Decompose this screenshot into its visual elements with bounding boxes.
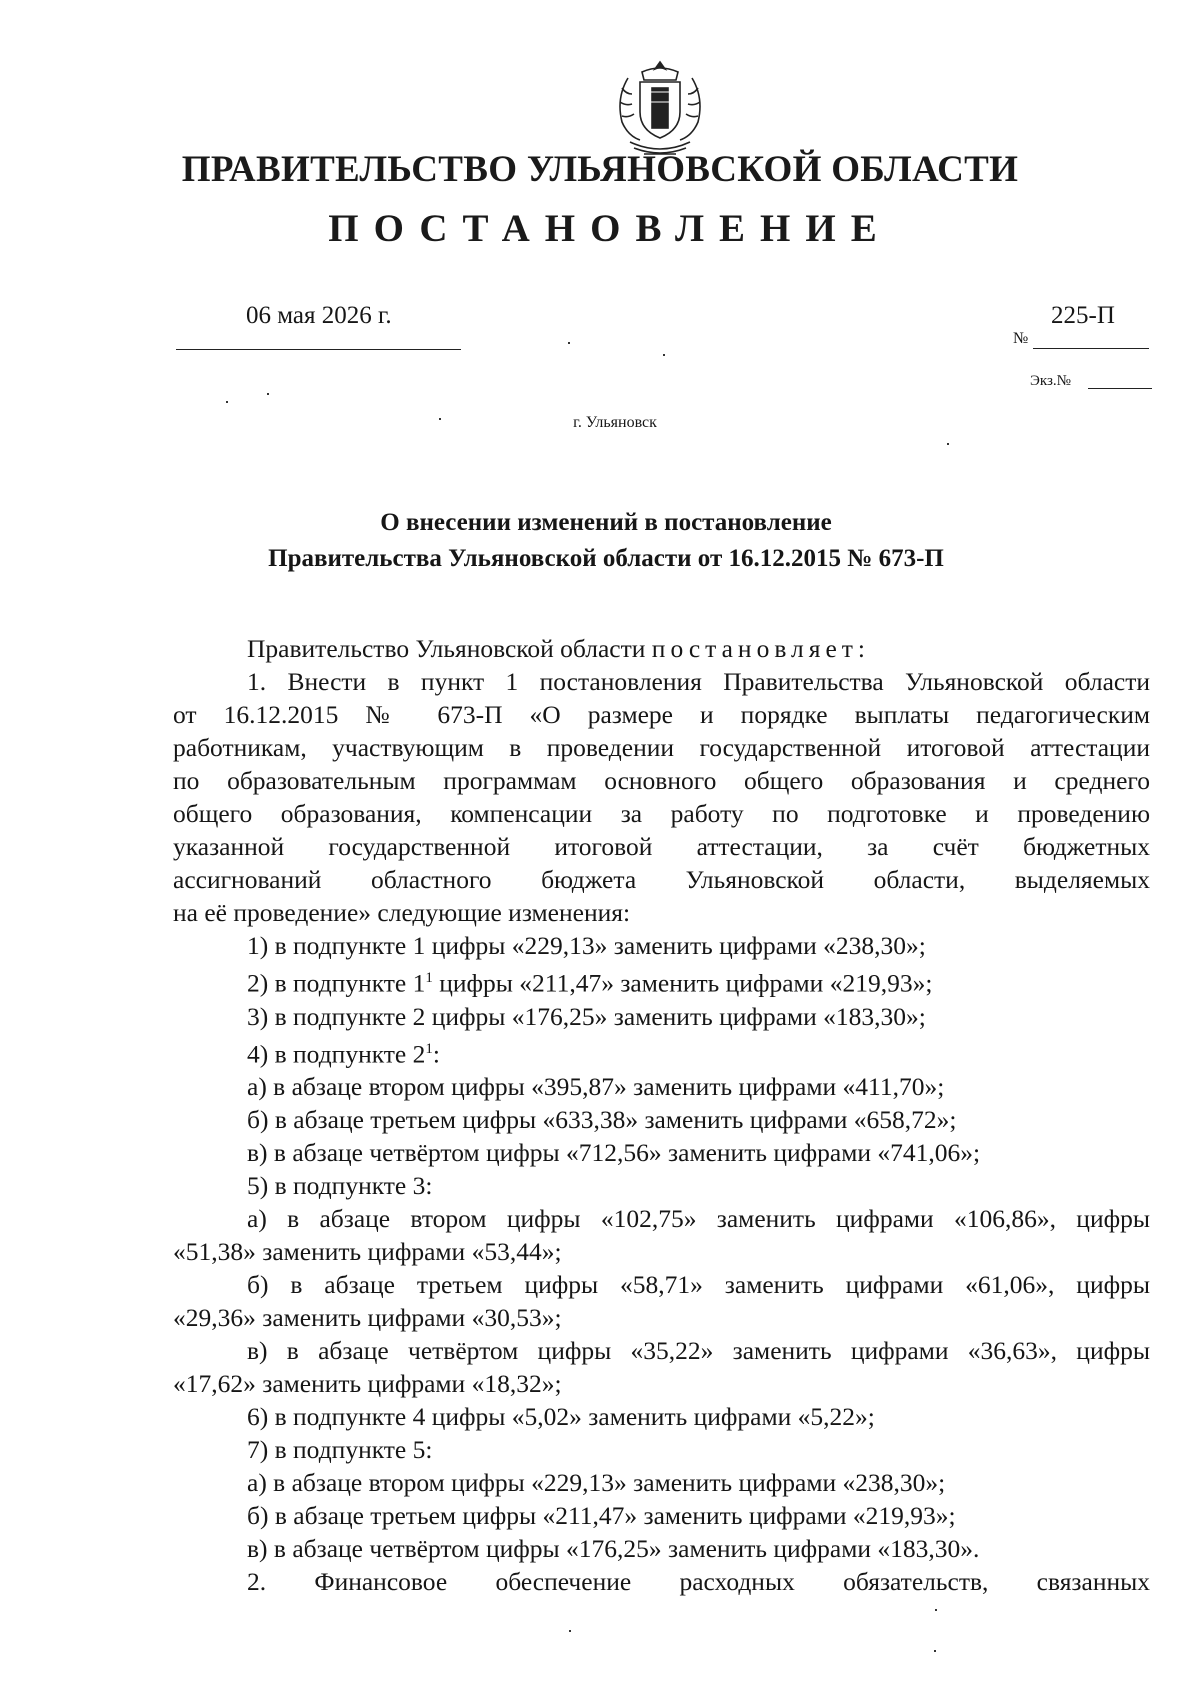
scan-speck (569, 1630, 571, 1632)
document-type-title: ПОСТАНОВЛЕНИЕ (328, 207, 892, 250)
date-underline (176, 349, 461, 350)
scan-speck (663, 354, 665, 356)
item-5c-line-2: «17,62» заменить цифрами «18,32»; (173, 1369, 562, 1398)
paragraph-1-line-2: от 16.12.2015 № 673-П «О размере и порядке выплаты педагогическим (173, 700, 1150, 729)
scan-speck (947, 443, 949, 445)
item-4-rest: : (432, 1039, 440, 1068)
government-title: ПРАВИТЕЛЬСТВО УЛЬЯНОВСКОЙ ОБЛАСТИ (181, 149, 1019, 190)
item-7a: а) в абзаце втором цифры «229,13» заменить цифрами «238,30»; (247, 1468, 946, 1497)
item-4 (173, 1033, 1150, 1071)
intro-paragraph (173, 632, 1150, 665)
item-4a: а) в абзаце втором цифры «395,87» заменить цифрами «411,70»; (247, 1072, 945, 1101)
number-sign: № (1013, 330, 1029, 347)
document-number: 225-П (1051, 302, 1115, 329)
copy-number-label: Экз.№ (1030, 373, 1071, 389)
scan-speck (934, 1650, 936, 1652)
scan-speck (226, 401, 228, 403)
subject-line-1: О внесении изменений в постановление (380, 509, 832, 536)
item-5b-line-1: б) в абзаце третьем цифры «58,71» заменить цифрами «61,06», цифры (247, 1270, 1150, 1299)
coat-of-arms-emblem (608, 58, 712, 162)
item-7c: в) в абзаце четвёртом цифры «176,25» заменить цифрами «183,30». (247, 1534, 980, 1563)
paragraph-1-line-1: 1. Внести в пункт 1 постановления Правительства Ульяновской области (247, 667, 1150, 696)
paragraph-1-line-8: на её проведение» следующие изменения: (173, 898, 631, 927)
paragraph-2-line-1: 2. Финансовое обеспечение расходных обязательств, связанных (247, 1567, 1150, 1596)
intro-resolves: постановляет: (651, 634, 871, 663)
item-4-superscript: 1 (425, 1040, 433, 1057)
item-5a-line-2: «51,38» заменить цифрами «53,44»; (173, 1237, 562, 1266)
paragraph-1-line-7: ассигнований областного бюджета Ульяновской области, выделяемых (173, 865, 1150, 894)
document-date: 06 мая 2026 г. (246, 302, 392, 329)
item-6: 6) в подпункте 4 цифры «5,02» заменить цифрами «5,22»; (247, 1402, 875, 1431)
paragraph-1-line-5: общего образования, компенсации за работу по подготовке и проведению (173, 799, 1150, 828)
paragraph-1-line-4: по образовательным программам основного общего образования и среднего (173, 766, 1150, 795)
item-3: 3) в подпункте 2 цифры «176,25» заменить цифрами «183,30»; (247, 1001, 926, 1031)
scan-speck (439, 418, 441, 420)
paragraph-1-line-6: указанной государственной итоговой аттестации, за счёт бюджетных (173, 832, 1150, 861)
paragraph-1-line-3: работникам, участвующим в проведении государственной итоговой аттестации (173, 733, 1150, 762)
city-name: г. Ульяновск (573, 414, 657, 431)
item-4c: в) в абзаце четвёртом цифры «712,56» заменить цифрами «741,06»; (247, 1138, 981, 1167)
document-subject (0, 505, 1200, 577)
scan-speck (267, 393, 269, 395)
item-2-superscript: 1 (425, 970, 433, 986)
item-2-text: 2) в подпункте 1 (247, 968, 426, 998)
item-7: 7) в подпункте 5: (247, 1435, 433, 1464)
item-2 (173, 962, 1150, 1000)
document-body (173, 632, 1150, 1598)
copy-number-underline (1088, 388, 1152, 389)
number-underline (1033, 348, 1149, 349)
item-5c-line-1: в) в абзаце четвёртом цифры «35,22» заменить цифрами «36,63», цифры (247, 1336, 1150, 1365)
item-4b: б) в абзаце третьем цифры «633,38» заменить цифрами «658,72»; (247, 1105, 957, 1134)
item-4-text: 4) в подпункте 2 (247, 1039, 426, 1068)
scan-speck (568, 342, 570, 344)
intro-text: Правительство Ульяновской области (247, 634, 652, 663)
item-1: 1) в подпункте 1 цифры «229,13» заменить цифрами «238,30»; (247, 931, 926, 960)
scan-speck (935, 1609, 937, 1611)
item-5b-line-2: «29,36» заменить цифрами «30,53»; (173, 1303, 562, 1332)
subject-line-2: Правительства Ульяновской области от 16.12.2015 № 673-П (268, 545, 944, 572)
item-5: 5) в подпункте 3: (247, 1171, 433, 1200)
item-2-rest: цифры «211,47» заменить цифрами «219,93»; (432, 968, 933, 998)
item-5a-line-1: а) в абзаце втором цифры «102,75» заменить цифрами «106,86», цифры (247, 1204, 1150, 1233)
item-7b: б) в абзаце третьем цифры «211,47» заменить цифрами «219,93»; (247, 1501, 956, 1530)
